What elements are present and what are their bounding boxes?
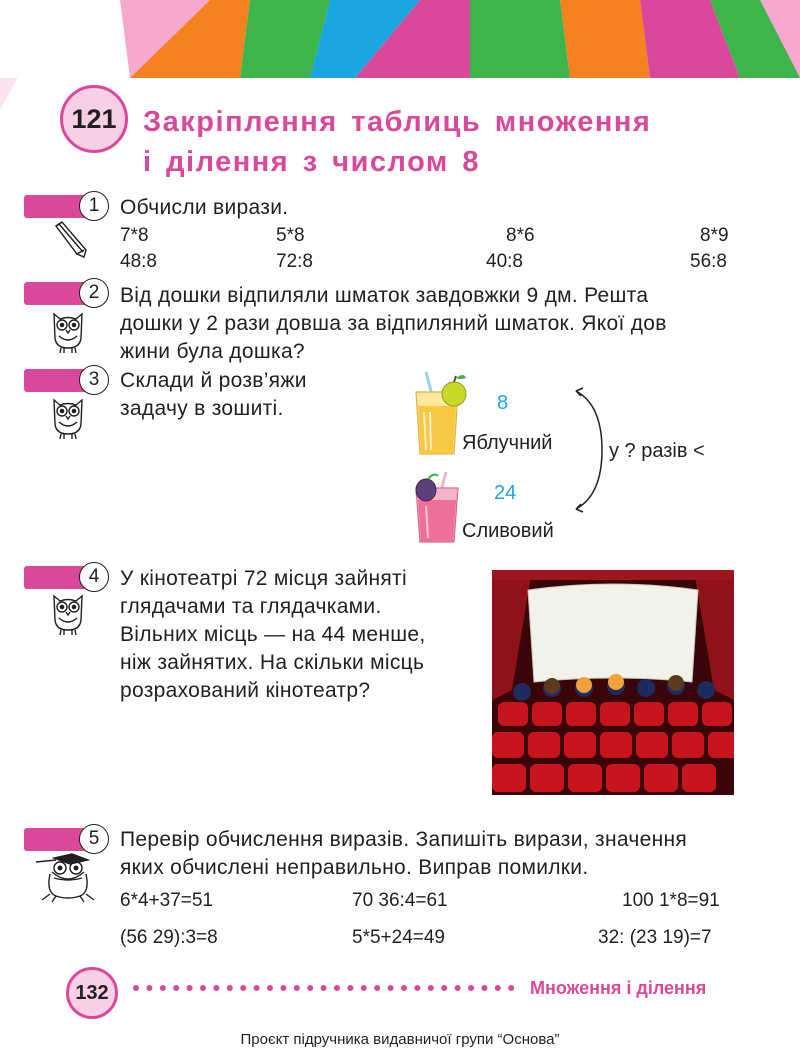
task5-expr-r2c2: 5*5+24=49 <box>352 927 445 948</box>
task4-number: 4 <box>79 562 109 592</box>
section-title: Множення і ділення <box>530 978 707 998</box>
leader-dot <box>508 985 514 991</box>
task4-line2: глядачами та глядачками. <box>120 595 382 618</box>
leader-dot <box>495 985 501 991</box>
task5-expr-r1c2: 70 36:4=61 <box>352 890 448 911</box>
task5-expr-r2c1: (56 29):3=8 <box>120 927 218 948</box>
leader-dot <box>213 985 219 991</box>
leader-dot <box>187 985 193 991</box>
apple-value: 8 <box>497 392 509 414</box>
plum-label: Сливовий <box>462 520 554 542</box>
leader-dot <box>146 985 152 991</box>
leader-dot <box>240 985 246 991</box>
leader-dot <box>173 985 179 991</box>
leader-dot <box>321 985 327 991</box>
lesson-number-badge: 121 <box>60 85 128 153</box>
leader-dot <box>414 985 420 991</box>
leader-dot <box>468 985 474 991</box>
owl-icon <box>50 394 86 440</box>
comparison-bracket <box>568 385 608 515</box>
cinema-illustration <box>492 570 734 795</box>
leader-dot <box>334 985 340 991</box>
lesson-title-line2: і ділення з числом 8 <box>143 146 481 178</box>
leader-dot <box>374 985 380 991</box>
owl-icon <box>50 590 86 636</box>
task1-expr-r1c2: 5*8 <box>276 225 305 246</box>
leader-dot <box>280 985 286 991</box>
task1-expr-r2c2: 72:8 <box>276 251 313 272</box>
task2-number: 2 <box>79 278 109 308</box>
task4-line5: розрахований кінотеатр? <box>120 679 371 702</box>
lesson-title-line1: Закріплення таблиць множення <box>143 106 652 138</box>
lesson-title <box>143 102 651 182</box>
task1-text: Обчисли вирази. <box>120 196 289 219</box>
leader-dot <box>227 985 233 991</box>
task5-line2: яких обчислені неправильно. Виправ помилки. <box>120 856 589 879</box>
leader-dot <box>160 985 166 991</box>
leader-dot <box>347 985 353 991</box>
task5-expr-r1c3: 100 1*8=91 <box>622 890 720 911</box>
leader-dot <box>294 985 300 991</box>
task1-expr-r2c4: 56:8 <box>690 251 727 272</box>
leader-dot <box>200 985 206 991</box>
header-banner <box>0 0 800 78</box>
leader-dot <box>254 985 260 991</box>
leader-dot <box>361 985 367 991</box>
task2-line1: Від дошки відпиляли шматок завдовжки 9 дм. Решта <box>120 284 649 307</box>
task4-line3: Вільних місць — на 44 менше, <box>120 623 426 646</box>
task3-line2: задачу в зошиті. <box>120 397 284 420</box>
task3-line1: Склади й розв’яжи <box>120 369 307 392</box>
leader-dot <box>455 985 461 991</box>
plum-value: 24 <box>494 482 517 504</box>
task5-number: 5 <box>79 824 109 854</box>
task1-number: 1 <box>79 191 109 221</box>
leader-dot <box>267 985 273 991</box>
frog-graduate-icon <box>34 852 96 904</box>
page-number: 132 <box>66 967 118 1019</box>
task5-line1: Перевір обчислення виразів. Запишіть вирази, значення <box>120 828 688 851</box>
task1-expr-r1c4: 8*9 <box>700 225 729 246</box>
task1-expr-r2c3: 40:8 <box>486 251 523 272</box>
task3-number: 3 <box>79 365 109 395</box>
leader-dot <box>401 985 407 991</box>
task1-expr-r1c1: 7*8 <box>120 225 149 246</box>
plum-juice-glass-icon <box>410 470 466 546</box>
task4-line1: У кінотеатрі 72 місця зайняті <box>120 567 407 590</box>
leader-dot <box>388 985 394 991</box>
task4-line4: ніж зайнятих. На скільки місць <box>120 651 425 674</box>
apple-label: Яблучний <box>462 432 553 454</box>
task5-expr-r1c1: 6*4+37=51 <box>120 890 213 911</box>
leader-dot <box>307 985 313 991</box>
leader-dot <box>133 985 139 991</box>
task1-expr-r2c1: 48:8 <box>120 251 157 272</box>
task2-line3: жини була дошка? <box>120 340 305 363</box>
task1-expr-r1c3: 8*6 <box>506 225 535 246</box>
leader-dot <box>428 985 434 991</box>
comparison-text: у ? разів < <box>609 440 705 462</box>
owl-icon <box>50 308 86 354</box>
leader-dot <box>481 985 487 991</box>
task2-line2: дошки у 2 рази довша за відпиляний шматок. Якої дов <box>120 312 667 335</box>
dotted-leader <box>132 980 517 996</box>
pencil-icon <box>50 220 90 260</box>
leader-dot <box>441 985 447 991</box>
task5-expr-r2c3: 32: (23 19)=7 <box>598 927 712 948</box>
publisher-credit: Проєкт підручника видавничої групи “Основа” <box>240 1031 560 1048</box>
